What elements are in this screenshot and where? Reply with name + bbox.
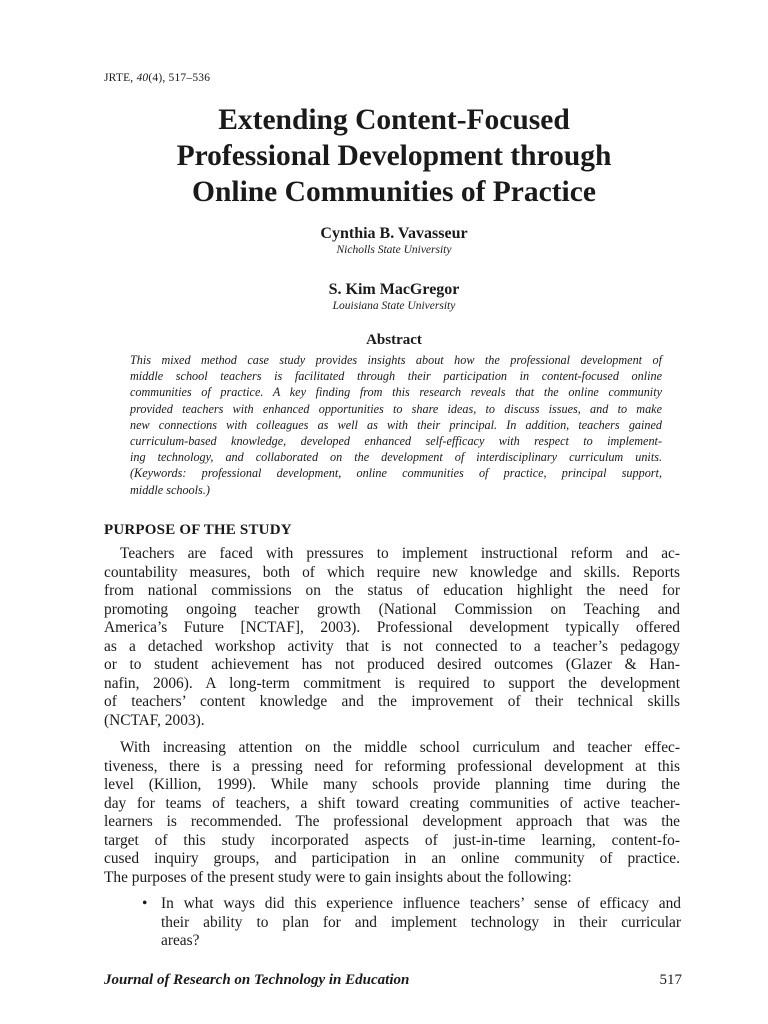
bullet-line: areas? [161, 932, 200, 949]
footer-journal-name: Journal of Research on Technology in Education [104, 972, 410, 988]
citation-volume: 40 [136, 72, 149, 84]
paragraph-line: With increasing attention on the middle school curriculum and teacher effec- [120, 739, 680, 756]
abstract-line: curriculum-based knowledge, developed enhanced self-efficacy with respect to implement- [130, 434, 662, 449]
abstract-line: new connections with colleagues as well as with their principal. In addition, teachers gained [130, 417, 662, 432]
author-affiliation: Louisiana State University [332, 300, 456, 312]
bullet-text [161, 895, 681, 951]
abstract-line: provided teachers with enhanced opportunities to share ideas, to discuss issues, and to make [130, 401, 662, 416]
paragraph-line: day for teams of teachers, a shift toward creating communities of active teacher- [104, 794, 680, 812]
bullet-line: their ability to plan for and implement technology in their curricular [161, 913, 681, 931]
paragraph-line: nafin, 2006). A long-term commitment is required to support the development [104, 674, 680, 692]
author-name: Cynthia B. Vavasseur [320, 225, 468, 242]
paragraph-line: or to student achievement has not produced desired outcomes (Glazer & Han- [104, 656, 680, 673]
title-line: Professional Development through [176, 140, 612, 172]
bullet-line: In what ways did this experience influence teachers’ sense of efficacy and [161, 895, 681, 912]
paragraph-line: learners is recommended. The professional development approach that was the [104, 813, 680, 830]
abstract-line: middle school teachers is facilitated through their participation in content-focused online [130, 369, 662, 384]
abstract-line: communities of practice. A key finding from this research reveals that the online community [130, 385, 662, 400]
abstract-line: middle schools.) [130, 482, 210, 497]
title-line: Extending Content-Focused [218, 104, 570, 136]
abstract-line: (Keywords: professional development, online communities of practice, principal support, [130, 466, 662, 481]
paragraph-line: The purposes of the present study were to gain insights about the following: [104, 868, 572, 886]
author-affiliation: Nicholls State University [336, 244, 452, 256]
abstract-text [130, 352, 662, 498]
paragraph-line: America’s Future [NCTAF], 2003). Professional development typically offered [104, 619, 680, 636]
title-line: Online Communities of Practice [192, 176, 596, 208]
paragraph-line: tiveness, there is a pressing need for reforming professional development at this [104, 757, 680, 775]
paragraph-line: cused inquiry groups, and participation in an online community of practice. [104, 850, 680, 867]
paragraph-line: Teachers are faced with pressures to implement instructional reform and ac- [120, 545, 680, 562]
abstract-heading: Abstract [366, 332, 422, 348]
author-block [104, 281, 684, 313]
body-paragraph [104, 739, 680, 887]
paragraph-line: promoting ongoing teacher growth (National Commission on Teaching and [104, 600, 680, 618]
author-block [104, 225, 684, 257]
journal-citation: JRTE, 40(4), 517–536 [104, 72, 211, 84]
author-name: S. Kim MacGregor [328, 281, 460, 298]
paragraph-line: of teachers’ content knowledge and the improvement of their technical skills [104, 693, 680, 710]
bullet-icon: • [142, 895, 148, 912]
paragraph-line: as a detached workshop activity that is not connected to a teacher’s pedagogy [104, 637, 680, 655]
section-heading: PURPOSE OF THE STUDY [104, 522, 292, 538]
abstract-line: ing technology, and collaborated on the development of interdisciplinary curriculum units. [130, 450, 662, 465]
abstract-line: This mixed method case study provides insights about how the professional development of [130, 353, 662, 367]
body-paragraph [104, 545, 680, 730]
paragraph-line: level (Killion, 1999). While many schools provide planning time during the [104, 776, 680, 793]
paragraph-line: countability measures, both of which require new knowledge and skills. Reports [104, 563, 680, 581]
article-title [104, 102, 684, 210]
paragraph-line: from national commissions on the status of education highlight the need for [104, 582, 680, 599]
page-number: 517 [659, 972, 682, 988]
paragraph-line: target of this study incorporated aspects of just-in-time learning, content-fo- [104, 831, 680, 849]
paragraph-line: (NCTAF, 2003). [104, 711, 205, 729]
